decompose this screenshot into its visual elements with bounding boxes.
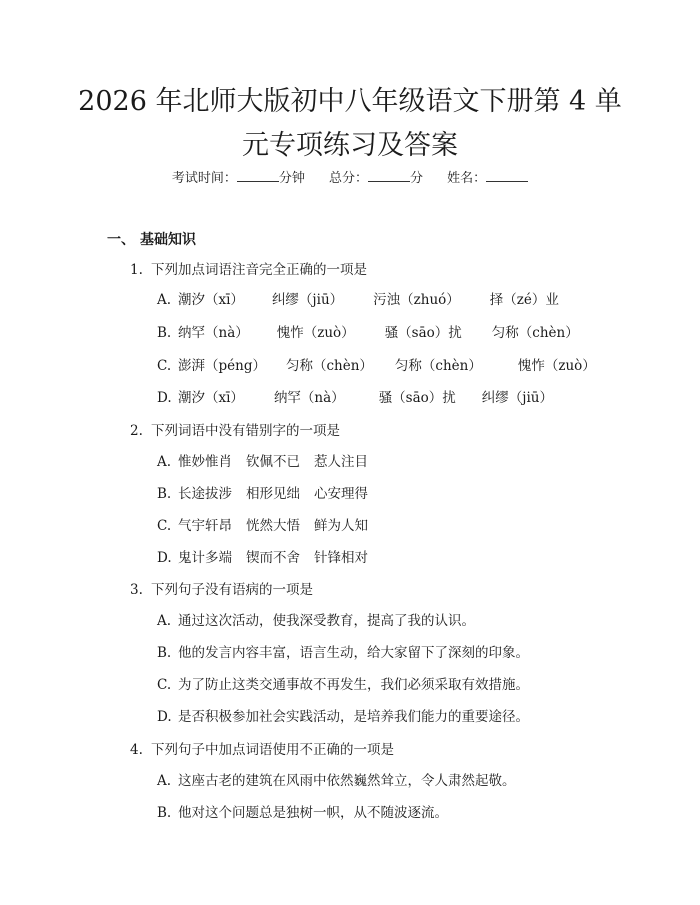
- page-title-line-2: 元专项练习及答案: [242, 130, 458, 161]
- section-heading: [107, 230, 196, 250]
- option-item: 这座古老的建筑在风雨中依然巍然耸立，令人肃然起敬。: [178, 773, 516, 789]
- option-item: 针锋相对: [314, 550, 368, 566]
- option-letter: A.: [157, 773, 172, 789]
- section-number: 一、: [107, 232, 135, 248]
- question-number: 1.: [130, 262, 143, 278]
- option-item: 骚（sāo）扰: [378, 390, 456, 406]
- option-d: [157, 548, 382, 568]
- option-item: 惹人注目: [314, 454, 368, 470]
- option-item: 他的发言内容丰富，语言生动，给大家留下了深刻的印象。: [178, 645, 529, 661]
- option-item: 是否积极参加社会实践活动，是培养我们能力的重要途径。: [178, 709, 529, 725]
- question-2: [130, 421, 340, 441]
- option-b: [157, 803, 462, 823]
- option-letter: D.: [157, 390, 172, 406]
- option-item: 匀称（chèn）: [491, 325, 579, 341]
- option-item: 骚（sāo）扰: [384, 325, 462, 341]
- option-c: [157, 675, 543, 695]
- option-item: 鲜为人知: [314, 518, 368, 534]
- question-text: 下列句子没有语病的一项是: [151, 582, 313, 598]
- option-letter: C.: [157, 358, 172, 374]
- total-score-label: 总分：: [328, 171, 368, 186]
- option-item: 恍然大悟: [246, 518, 300, 534]
- option-item: 惟妙惟肖: [178, 454, 232, 470]
- question-text: 下列句子中加点词语使用不正确的一项是: [151, 742, 394, 758]
- option-letter: A.: [157, 292, 172, 308]
- question-text: 下列词语中没有错别字的一项是: [151, 423, 340, 439]
- option-letter: B.: [157, 486, 172, 502]
- question-number: 4.: [130, 742, 143, 758]
- question-4: [130, 740, 394, 760]
- option-item: 潮汐（xī）: [178, 390, 244, 406]
- student-name-blank: [486, 168, 528, 182]
- page-title-line-1: 2026 年北师大版初中八年级语文下册第 4 单: [78, 86, 622, 117]
- option-d: [157, 388, 553, 408]
- option-item: 为了防止这类交通事故不再发生，我们必须采取有效措施。: [178, 677, 529, 693]
- option-item: 纠缪（jiū）: [481, 390, 553, 406]
- option-item: 通过这次活动，使我深受教育，提高了我的认识。: [178, 613, 475, 629]
- option-item: 锲而不舍: [246, 550, 300, 566]
- question-1: [130, 260, 367, 280]
- option-item: 愧怍（zuò）: [276, 325, 355, 341]
- option-item: 相形见绌: [246, 486, 300, 502]
- option-item: 污浊（zhuó）: [373, 292, 460, 308]
- question-number: 2.: [130, 423, 143, 439]
- option-letter: B.: [157, 645, 172, 661]
- student-name-field: [447, 168, 528, 189]
- option-b: [157, 323, 579, 343]
- option-letter: C.: [157, 518, 172, 534]
- option-c: [157, 356, 596, 376]
- option-item: 匀称（chèn）: [394, 358, 482, 374]
- option-a: [157, 290, 559, 310]
- option-letter: B.: [157, 805, 172, 821]
- section-title: 基础知识: [140, 232, 196, 248]
- option-item: 匀称（chèn）: [285, 358, 373, 374]
- option-letter: C.: [157, 677, 172, 693]
- exam-time-unit: 分钟: [278, 171, 305, 186]
- exam-time-blank: [237, 168, 279, 182]
- option-item: 纳罕（nà）: [273, 390, 345, 406]
- exam-info-bar: [0, 168, 700, 189]
- option-item: 钦佩不已: [246, 454, 300, 470]
- total-score-blank: [368, 168, 410, 182]
- option-item: 澎湃（péng）: [178, 358, 266, 374]
- option-b: [157, 643, 543, 663]
- option-item: 纠缪（jiū）: [271, 292, 344, 308]
- option-letter: D.: [157, 709, 172, 725]
- option-item: 长途拔涉: [178, 486, 232, 502]
- option-item: 潮汐（xī）: [178, 292, 244, 308]
- option-a: [157, 452, 382, 472]
- question-number: 3.: [130, 582, 143, 598]
- question-text: 下列加点词语注音完全正确的一项是: [151, 262, 367, 278]
- option-item: 气宇轩昂: [178, 518, 232, 534]
- student-name-label: 姓名：: [447, 171, 487, 186]
- option-item: 择（zé）业: [489, 292, 559, 308]
- option-b: [157, 484, 382, 504]
- option-a: [157, 771, 530, 791]
- option-a: [157, 611, 489, 631]
- option-letter: A.: [157, 613, 172, 629]
- total-score-unit: 分: [410, 171, 424, 186]
- option-item: 心安理得: [314, 486, 368, 502]
- exam-time-label: 考试时间：: [171, 171, 237, 186]
- exam-time-field: [172, 168, 305, 189]
- option-item: 愧怍（zuò）: [517, 358, 596, 374]
- option-item: 鬼计多端: [178, 550, 232, 566]
- option-d: [157, 707, 543, 727]
- option-item: 他对这个问题总是独树一帜，从不随波逐流。: [178, 805, 448, 821]
- question-3: [130, 580, 313, 600]
- option-item: 纳罕（nà）: [178, 325, 249, 341]
- option-c: [157, 516, 382, 536]
- total-score-field: [329, 168, 423, 189]
- option-letter: A.: [157, 454, 172, 470]
- option-letter: D.: [157, 550, 172, 566]
- option-letter: B.: [157, 325, 172, 341]
